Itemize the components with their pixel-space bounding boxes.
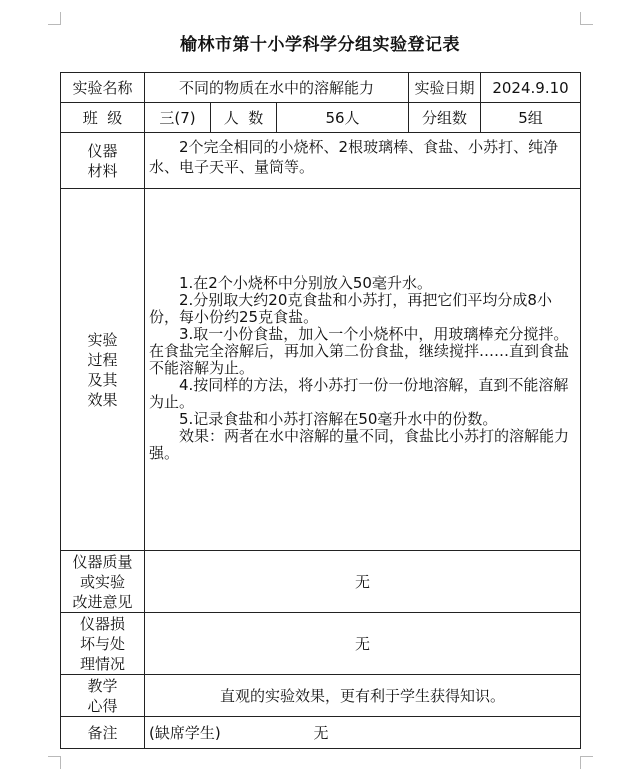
experiment-record-table xyxy=(60,72,581,749)
group-count-value: 5组 xyxy=(481,103,581,133)
quality-label xyxy=(61,551,145,613)
page-corner-mark xyxy=(580,12,593,25)
quality-label-line: 改进意见 xyxy=(72,592,133,611)
equipment-value xyxy=(145,133,581,189)
process-step: 1.在2个小烧杯中分别放入50毫升水。 xyxy=(179,274,432,292)
row-quality xyxy=(61,551,581,613)
row-reflection xyxy=(61,675,581,717)
experiment-name-value: 不同的物质在水中的溶解能力 xyxy=(145,73,409,103)
reflection-label-line: 心得 xyxy=(87,696,118,715)
equipment-text: 2个完全相同的小烧杯、2根玻璃棒、食盐、小苏打、纯净水、电子天平、量筒等。 xyxy=(149,138,559,176)
page-corner-mark xyxy=(580,756,593,769)
class-label: 班 级 xyxy=(61,103,145,133)
reflection-label-line: 教学 xyxy=(87,676,118,695)
page-corner-mark xyxy=(48,756,61,769)
damage-label-line: 仪器损 xyxy=(79,614,125,633)
row-equipment xyxy=(61,133,581,189)
damage-label-line: 坏与处 xyxy=(79,634,125,653)
page-corner-mark xyxy=(48,12,61,25)
absent-students-value: 无 xyxy=(313,723,329,742)
damage-label xyxy=(61,613,145,675)
quality-value: 无 xyxy=(145,551,581,613)
damage-value: 无 xyxy=(145,613,581,675)
reflection-label xyxy=(61,675,145,717)
class-value: 三(7) xyxy=(145,103,211,133)
remarks-label: 备注 xyxy=(61,717,145,749)
experiment-date-label: 实验日期 xyxy=(409,73,481,103)
process-label xyxy=(61,189,145,551)
reflection-value: 直观的实验效果，更有利于学生获得知识。 xyxy=(145,675,581,717)
equipment-label xyxy=(61,133,145,189)
process-step: 5.记录食盐和小苏打溶解在50毫升水中的份数。 xyxy=(179,410,498,428)
equipment-label-line: 仪器 xyxy=(87,141,118,160)
experiment-name-label: 实验名称 xyxy=(61,73,145,103)
group-count-label: 分组数 xyxy=(409,103,481,133)
absent-students-label: (缺席学生) xyxy=(149,723,221,742)
quality-label-line: 或实验 xyxy=(79,572,125,591)
document-title: 榆林市第十小学科学分组实验登记表 xyxy=(180,35,460,55)
process-effect: 效果：两者在水中溶解的量不同，食盐比小苏打的溶解能力强。 xyxy=(149,427,570,462)
process-label-line: 实验 xyxy=(87,330,118,349)
equipment-label-line: 材料 xyxy=(87,161,118,180)
damage-label-line: 理情况 xyxy=(79,654,125,673)
process-label-line: 效果 xyxy=(87,390,118,409)
process-label-line: 过程 xyxy=(87,350,118,369)
row-damage xyxy=(61,613,581,675)
process-label-line: 及其 xyxy=(87,370,118,389)
student-count-label: 人 数 xyxy=(211,103,277,133)
row-remarks xyxy=(61,717,581,749)
remarks-value xyxy=(145,717,581,749)
row-experiment-name xyxy=(61,73,581,103)
row-process xyxy=(61,189,581,551)
experiment-date-value: 2024.9.10 xyxy=(481,73,581,103)
process-step: 2.分别取大约20克食盐和小苏打，再把它们平均分成8小份，每小份约25克食盐。 xyxy=(149,291,552,326)
process-content xyxy=(145,189,581,551)
process-step: 3.取一小份食盐，加入一个小烧杯中，用玻璃棒充分搅拌。在食盐完全溶解后，再加入第二份食盐，继续搅拌……直到食盐不能溶解为止。 xyxy=(149,325,570,377)
row-class-info xyxy=(61,103,581,133)
quality-label-line: 仪器质量 xyxy=(72,552,133,571)
process-step: 4.按同样的方法，将小苏打一份一份地溶解，直到不能溶解为止。 xyxy=(149,376,569,411)
student-count-value: 56人 xyxy=(277,103,409,133)
